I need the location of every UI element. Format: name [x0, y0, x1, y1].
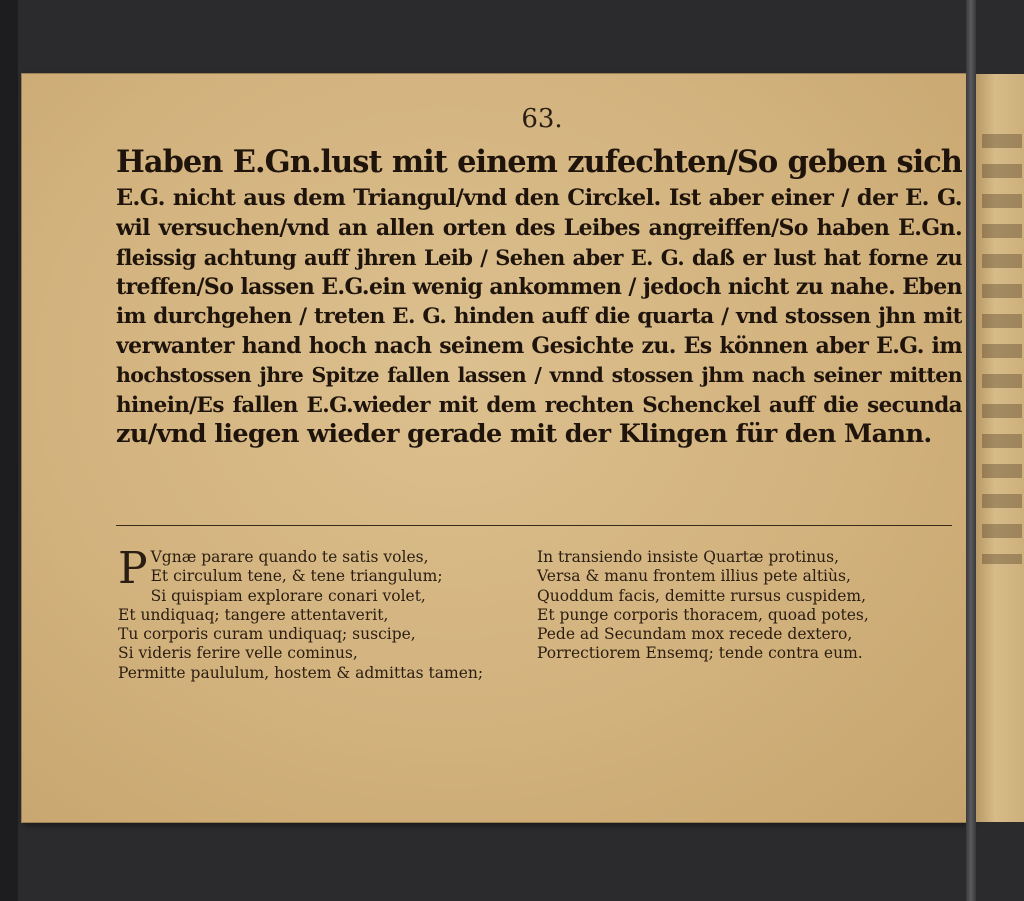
latin-line: Si videris ferire velle cominus,: [118, 644, 358, 663]
latin-line: Tu corporis curam undiquaq; suscipe,: [118, 625, 416, 644]
latin-line: Quoddum facis, demitte rursus cuspidem,: [537, 586, 867, 605]
latin-line: Et punge corporis thoracem, quoad potes,: [537, 605, 869, 624]
latin-line: Et circulum tene, & tene triangulum;: [150, 567, 443, 586]
latin-verse-left: [118, 543, 518, 683]
latin-verse-right: [537, 548, 937, 664]
book-page: [22, 74, 972, 822]
latin-line: Versa & manu frontem illius pete altiùs,: [537, 567, 851, 586]
german-line: zu/vnd liegen wieder gerade mit der Klingen für den Mann.: [116, 420, 932, 449]
german-line: im durchgehen / treten E. G. hinden auff die quarta / vnd stossen jhn mit: [116, 304, 962, 329]
german-line: fleissig achtung auff jhren Leib / Sehen aber E. G. daß er lust hat forne zu: [116, 245, 962, 270]
german-line: Haben E.Gn.lust mit einem zufechten/So geben sich: [116, 144, 962, 180]
page-number: 63.: [521, 104, 563, 134]
section-divider: [116, 525, 952, 526]
german-text-block: [116, 140, 962, 450]
german-line: hinein/Es fallen E.G.wieder mit dem rechten Schenckel auff die secunda: [116, 392, 962, 418]
german-line: treffen/So lassen E.G.ein wenig ankommen / jedoch nicht zu nahe. Eben: [116, 273, 962, 300]
latin-line: Si quispiam explorare conari volet,: [150, 586, 426, 605]
german-line: E.G. nicht aus dem Triangul/vnd den Circkel. Ist aber einer / der E. G.: [116, 185, 962, 211]
latin-line: Pede ad Secundam mox recede dextero,: [537, 625, 853, 644]
drop-cap: P: [118, 543, 148, 594]
scanner-backdrop: [0, 0, 18, 901]
latin-line: Permitte paululum, hostem & admittas tamen;: [118, 663, 484, 682]
latin-line: Vgnæ parare quando te satis voles,: [150, 548, 429, 566]
latin-line: Et undiquaq; tangere attentaverit,: [118, 605, 389, 624]
book-spine: [966, 0, 976, 901]
latin-line: Porrectiorem Ensemq; tende contra eum.: [537, 644, 863, 663]
latin-line: In transiendo insiste Quartæ protinus,: [537, 548, 840, 566]
german-line: wil versuchen/vnd an allen orten des Leibes angreiffen/So haben E.Gn.: [116, 214, 962, 241]
german-line: hochstossen jhre Spitze fallen lassen / vnnd stossen jhm nach seiner mitten: [116, 363, 962, 387]
facing-page-edge: [976, 74, 1024, 822]
facing-page-text-bleed: [982, 134, 1022, 564]
german-line: verwanter hand hoch nach seinem Gesichte zu. Es können aber E.G. im: [116, 332, 962, 359]
